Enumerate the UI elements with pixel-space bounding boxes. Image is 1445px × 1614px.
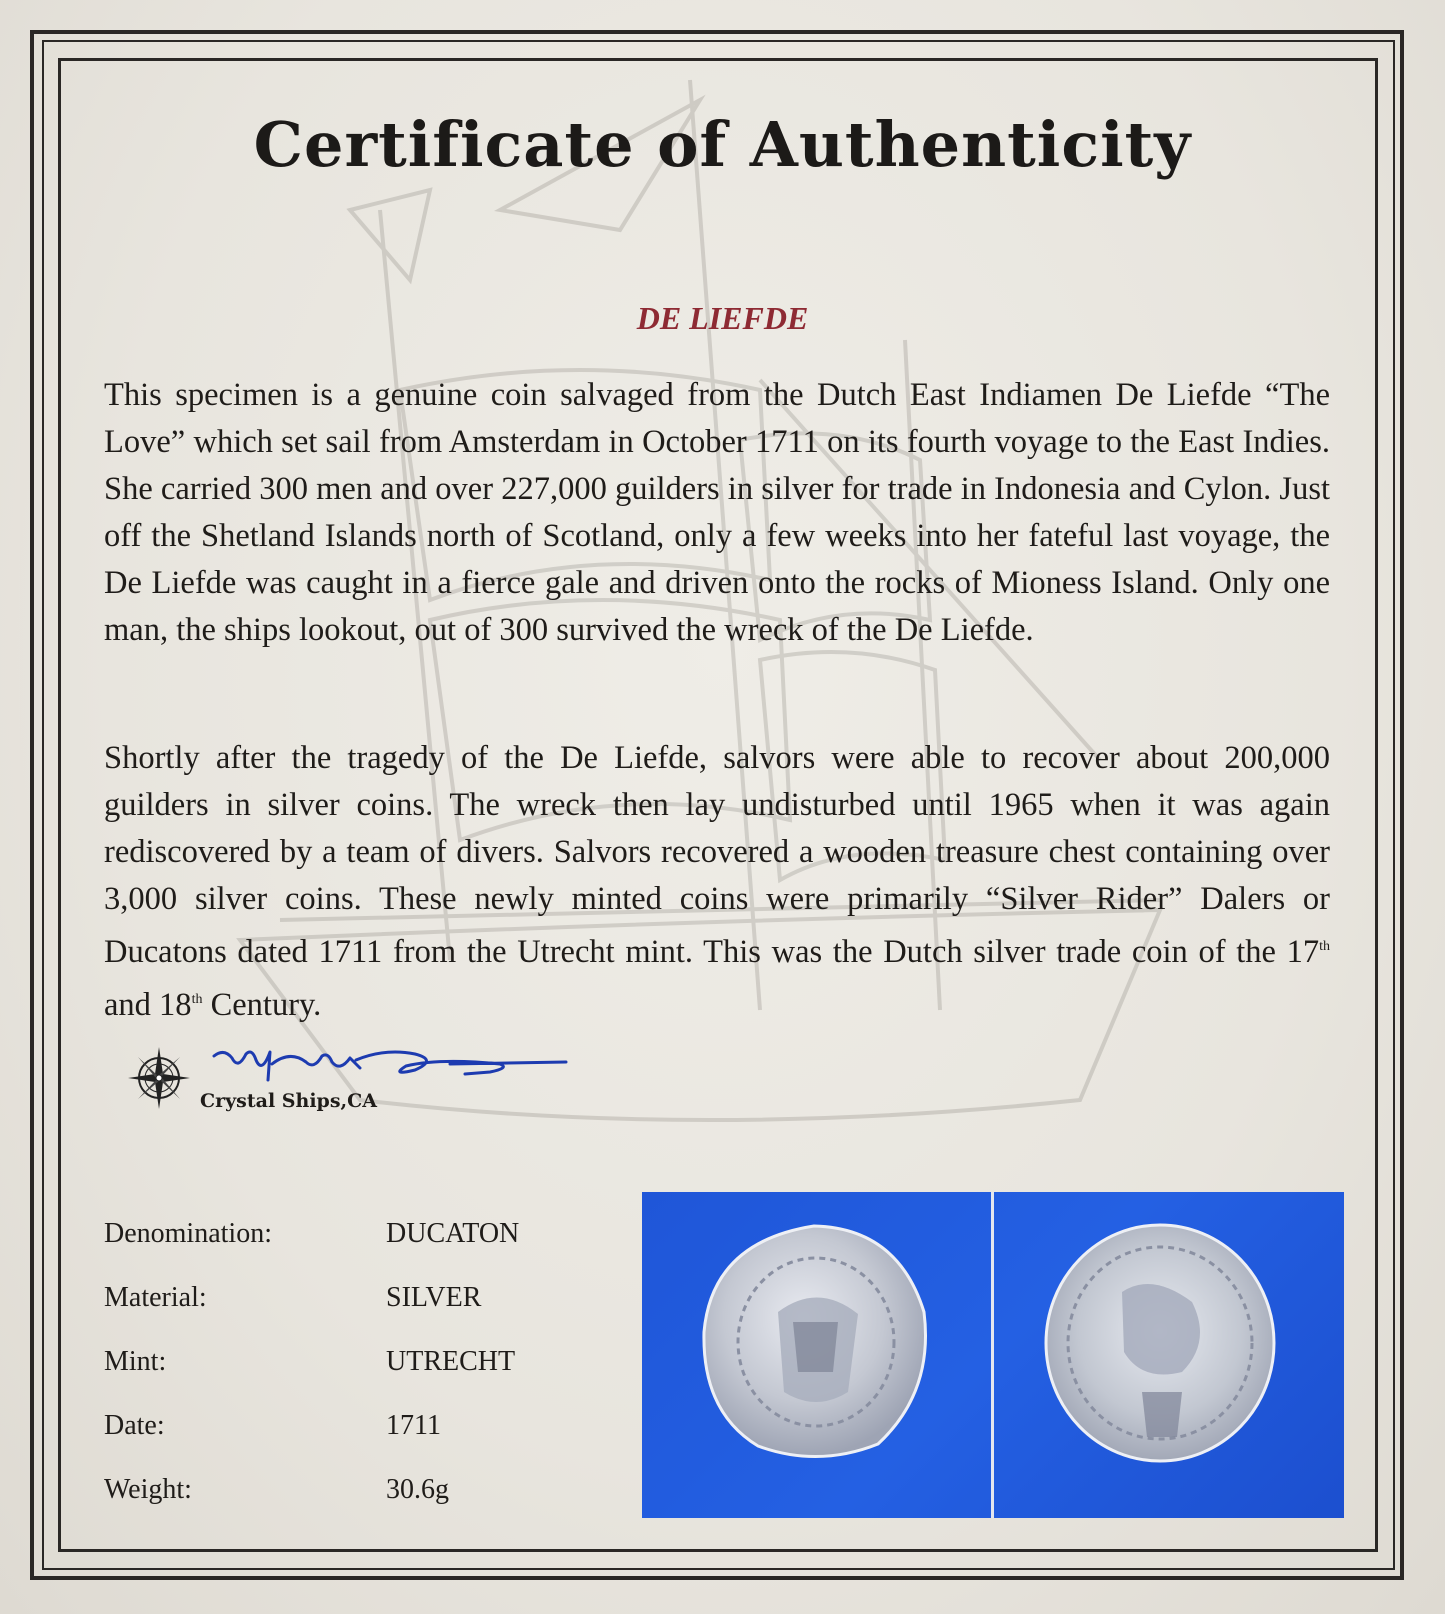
photo-divider <box>991 1192 994 1518</box>
coin-photo <box>642 1192 1344 1518</box>
superscript-17th: th <box>1319 939 1330 954</box>
spec-label: Material: <box>104 1282 207 1313</box>
signature-block <box>126 1040 586 1120</box>
history-paragraph: This specimen is a genuine coin salvaged from the Dutch East Indiamen De Liefde “The Love” which set sail from Amsterdam in October 1711 on its fourth voyage to the East Indies. She carried 300 men and over 227,000 guilders in silver for trade in Indonesia and Cylon. Just off the Shetland Islands north of Scotland, only a few weeks into her fateful last voyage, the De Liefde was caught in a fierce gale and driven onto the rocks of Mioness Island. Only one man, the ships lookout, out of 300 survived the wreck of the De Liefde. <box>104 377 1330 648</box>
spec-label: Mint: <box>104 1346 167 1377</box>
spec-value: 1711 <box>386 1410 441 1441</box>
salvage-text-and: and 18 <box>104 986 192 1023</box>
salvage-text: Shortly after the tragedy of the De Liefde, salvors were able to recover about 200,000 guilders in silver coins. The wreck then lay undisturbed until 1965 when it was again rediscovered by a team of divers. Salvors recovered a wooden treasure chest containing over 3,000 silver coins. These newly minted coins were primarily “Silver Rider” Dalers or Ducatons dated 1711 from the Utrecht mint. This was the Dutch silver trade coin of the 17 <box>104 740 1330 970</box>
spec-label: Denomination: <box>104 1218 272 1249</box>
spec-value: 30.6g <box>386 1474 449 1505</box>
ship-name: DE LIEFDE <box>636 300 809 336</box>
certificate-title: Certificate of Authenticity <box>253 108 1192 181</box>
spec-label: Weight: <box>104 1474 192 1505</box>
salvage-paragraph <box>104 735 1330 1029</box>
spec-value: UTRECHT <box>386 1346 516 1377</box>
company-name: Crystal Ships,CA <box>200 1090 378 1112</box>
coin-obverse-image <box>698 1222 930 1462</box>
spec-value: DUCATON <box>386 1218 520 1249</box>
compass-rose-icon <box>126 1045 192 1111</box>
coin-reverse-image <box>1042 1222 1278 1464</box>
spec-value: SILVER <box>386 1282 482 1313</box>
superscript-18th: th <box>191 991 203 1007</box>
salvage-text-end: Century. <box>202 986 322 1023</box>
spec-label: Date: <box>104 1410 165 1441</box>
handwritten-signature <box>210 1040 570 1090</box>
